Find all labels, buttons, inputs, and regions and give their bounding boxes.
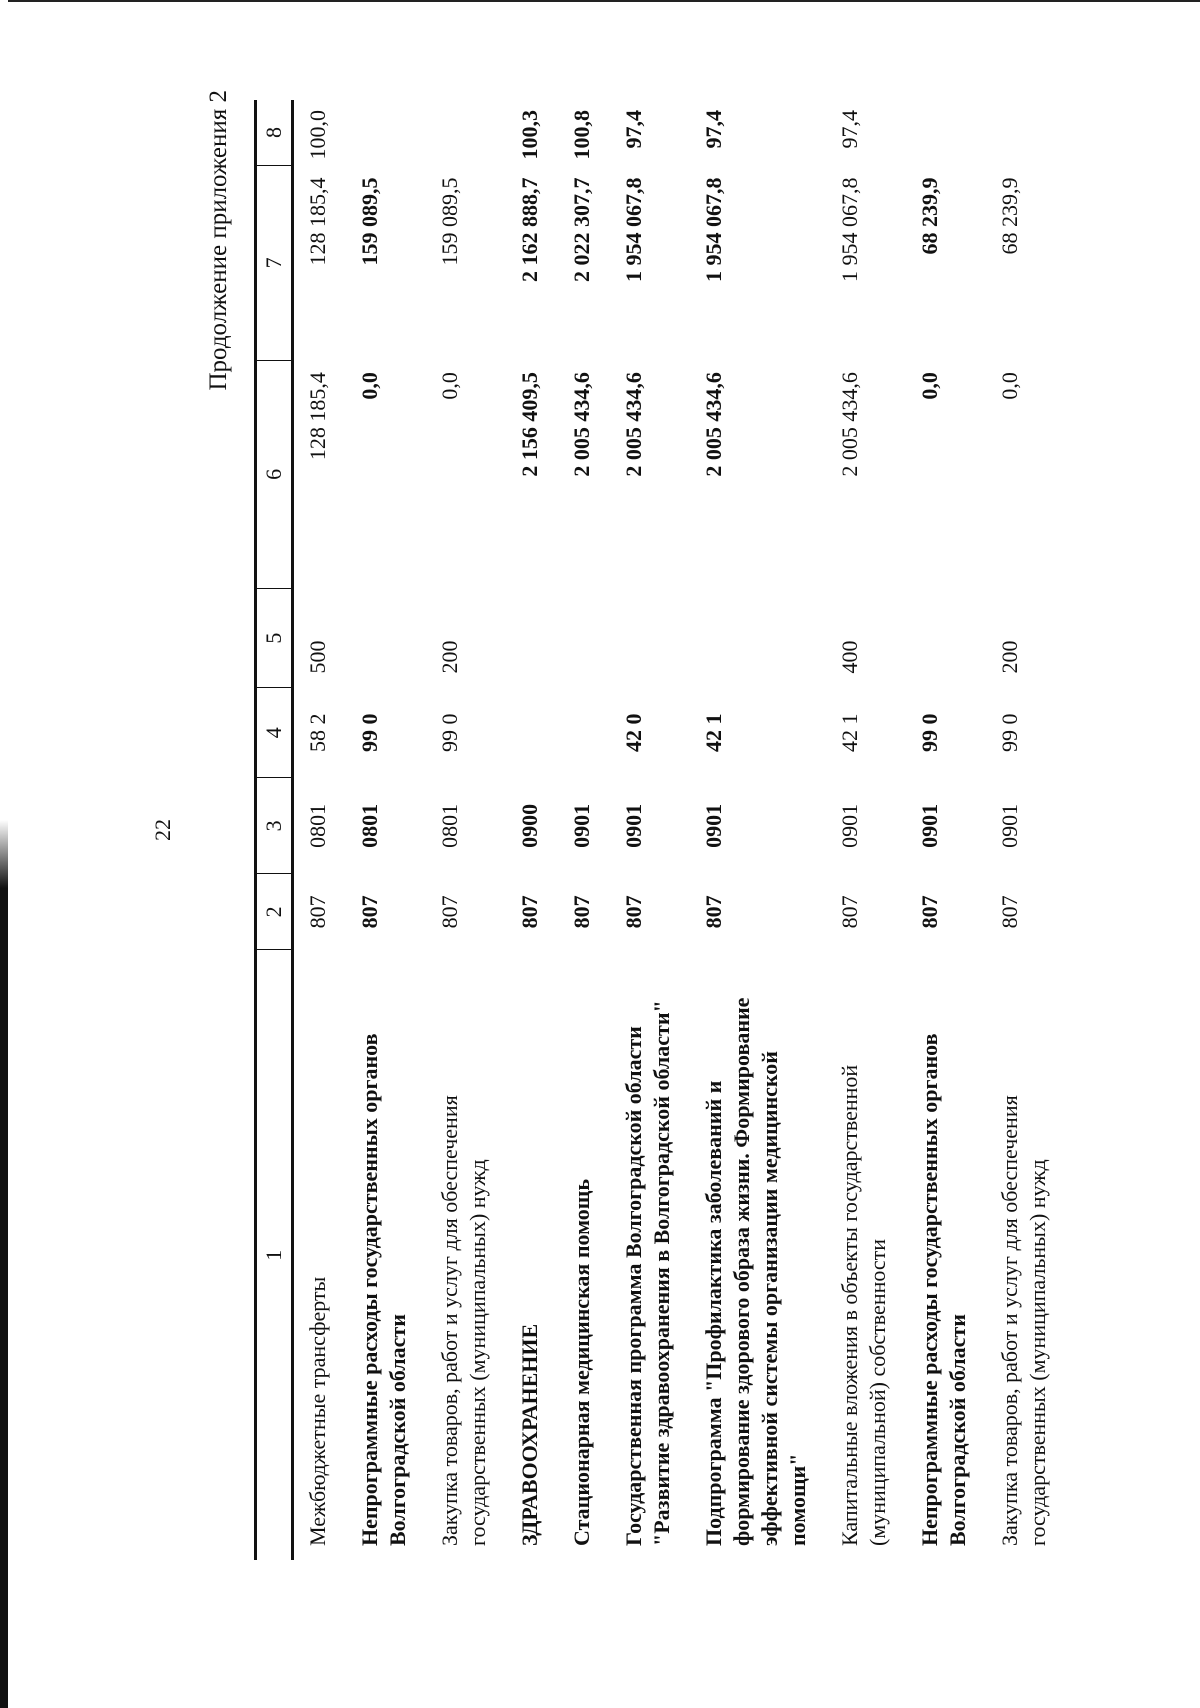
row-subsection: 0901 [701, 803, 726, 848]
row-name: Стационарная медицинская помощь [569, 1179, 594, 1546]
row-actual: 68 239,9 [917, 177, 942, 255]
header-col-7: 7 [256, 166, 293, 361]
row-plan: 2 156 409,5 [517, 372, 542, 477]
row-target-article: 42 0 [621, 713, 646, 752]
row-plan: 0,0 [357, 372, 382, 400]
row-expense-type [906, 589, 986, 688]
row-percent: 100,3 [517, 110, 542, 160]
row-plan: 0,0 [437, 372, 462, 400]
row-expense-type: 400 [837, 640, 862, 674]
row-subsection: 0801 [305, 803, 330, 848]
header-col-1: 1 [256, 950, 293, 1560]
header-col-3: 3 [256, 778, 293, 874]
row-target-article: 99 0 [357, 713, 382, 752]
table-row [690, 100, 826, 1560]
row-name: Государственная программа Волгоградской области "Развитие здравоохранения в Волгоградской области" [621, 1000, 674, 1546]
row-target-article [506, 687, 558, 777]
header-col-5: 5 [256, 589, 293, 688]
row-name: Непрограммные расходы государственных органов Волгоградской области [917, 1033, 970, 1546]
row-section: 807 [621, 895, 646, 929]
table-row [426, 100, 506, 1560]
row-section: 807 [437, 895, 462, 929]
page-number: 22 [150, 819, 175, 841]
budget-table [254, 100, 1066, 1560]
rotated-page [150, 60, 1080, 1600]
row-expense-type [506, 589, 558, 688]
row-percent: 100,8 [569, 110, 594, 160]
row-actual: 68 239,9 [997, 177, 1022, 255]
row-section: 807 [569, 895, 594, 929]
row-percent: 100,0 [305, 110, 330, 160]
row-name: Межбюджетные трансферты [305, 1276, 330, 1546]
row-actual: 159 089,5 [437, 177, 462, 266]
table-row [906, 100, 986, 1560]
row-name: Подпрограмма "Профилактика заболеваний и формирование здорового образа жизни. Формирование эффективной системы организации медицинской помощи" [701, 997, 810, 1546]
row-percent: 97,4 [621, 110, 646, 149]
row-plan: 0,0 [917, 372, 942, 400]
row-subsection: 0901 [917, 803, 942, 848]
table-body [293, 100, 1067, 1560]
header-col-8: 8 [256, 100, 293, 166]
table-row [346, 100, 426, 1560]
row-target-article [558, 687, 610, 777]
row-target-article: 99 0 [997, 713, 1022, 752]
row-actual: 128 185,4 [305, 177, 330, 266]
header-row [256, 100, 293, 1560]
row-percent [346, 100, 426, 166]
continuation-header: Продолжение приложения 2 [205, 90, 232, 391]
row-target-article: 58 2 [305, 713, 330, 752]
row-actual: 159 089,5 [357, 177, 382, 266]
row-subsection: 0801 [437, 803, 462, 848]
scan-edge-left [0, 0, 8, 1708]
row-expense-type: 200 [437, 640, 462, 674]
table-row [558, 100, 610, 1560]
row-percent [426, 100, 506, 166]
row-target-article: 42 1 [837, 713, 862, 752]
row-target-article: 99 0 [917, 713, 942, 752]
row-expense-type [610, 589, 690, 688]
row-plan: 2 005 434,6 [621, 372, 646, 477]
row-percent: 97,4 [837, 110, 862, 149]
table-row [506, 100, 558, 1560]
row-subsection: 0900 [517, 803, 542, 848]
row-name: Непрограммные расходы государственных органов Волгоградской области [357, 1033, 410, 1546]
row-plan: 2 005 434,6 [569, 372, 594, 477]
row-expense-type [346, 589, 426, 688]
row-subsection: 0901 [569, 803, 594, 848]
row-name: ЗДРАВООХРАНЕНИЕ [517, 1323, 542, 1546]
row-section: 807 [701, 895, 726, 929]
row-subsection: 0901 [997, 803, 1022, 848]
row-name: Капитальные вложения в объекты государственной (муниципальной) собственности [837, 1064, 890, 1546]
row-section: 807 [917, 895, 942, 929]
table-row [826, 100, 906, 1560]
scan-edge-top [0, 0, 1200, 2]
row-name: Закупка товаров, работ и услуг для обеспечения государственных (муниципальных) нужд [997, 1095, 1050, 1546]
row-percent [986, 100, 1066, 166]
row-actual: 1 954 067,8 [621, 177, 646, 282]
row-expense-type: 200 [997, 640, 1022, 674]
row-expense-type [558, 589, 610, 688]
row-percent: 97,4 [701, 110, 726, 149]
row-section: 807 [837, 895, 862, 929]
row-section: 807 [517, 895, 542, 929]
row-actual: 2 162 888,7 [517, 177, 542, 282]
row-target-article: 42 1 [701, 713, 726, 752]
row-percent [906, 100, 986, 166]
row-actual: 1 954 067,8 [837, 177, 862, 282]
row-actual: 1 954 067,8 [701, 177, 726, 282]
row-plan: 128 185,4 [305, 372, 330, 461]
row-expense-type: 500 [305, 640, 330, 674]
table-row [986, 100, 1066, 1560]
row-subsection: 0901 [837, 803, 862, 848]
header-col-6: 6 [256, 360, 293, 589]
row-expense-type [690, 589, 826, 688]
header-col-4: 4 [256, 687, 293, 777]
row-plan: 2 005 434,6 [837, 372, 862, 477]
row-name: Закупка товаров, работ и услуг для обеспечения государственных (муниципальных) нужд [437, 1095, 490, 1546]
table-row [610, 100, 690, 1560]
row-section: 807 [305, 895, 330, 929]
row-section: 807 [997, 895, 1022, 929]
row-actual: 2 022 307,7 [569, 177, 594, 282]
row-subsection: 0901 [621, 803, 646, 848]
row-plan: 0,0 [997, 372, 1022, 400]
header-col-2: 2 [256, 874, 293, 950]
row-plan: 2 005 434,6 [701, 372, 726, 477]
table-row [293, 100, 347, 1560]
row-subsection: 0801 [357, 803, 382, 848]
row-section: 807 [357, 895, 382, 929]
row-target-article: 99 0 [437, 713, 462, 752]
